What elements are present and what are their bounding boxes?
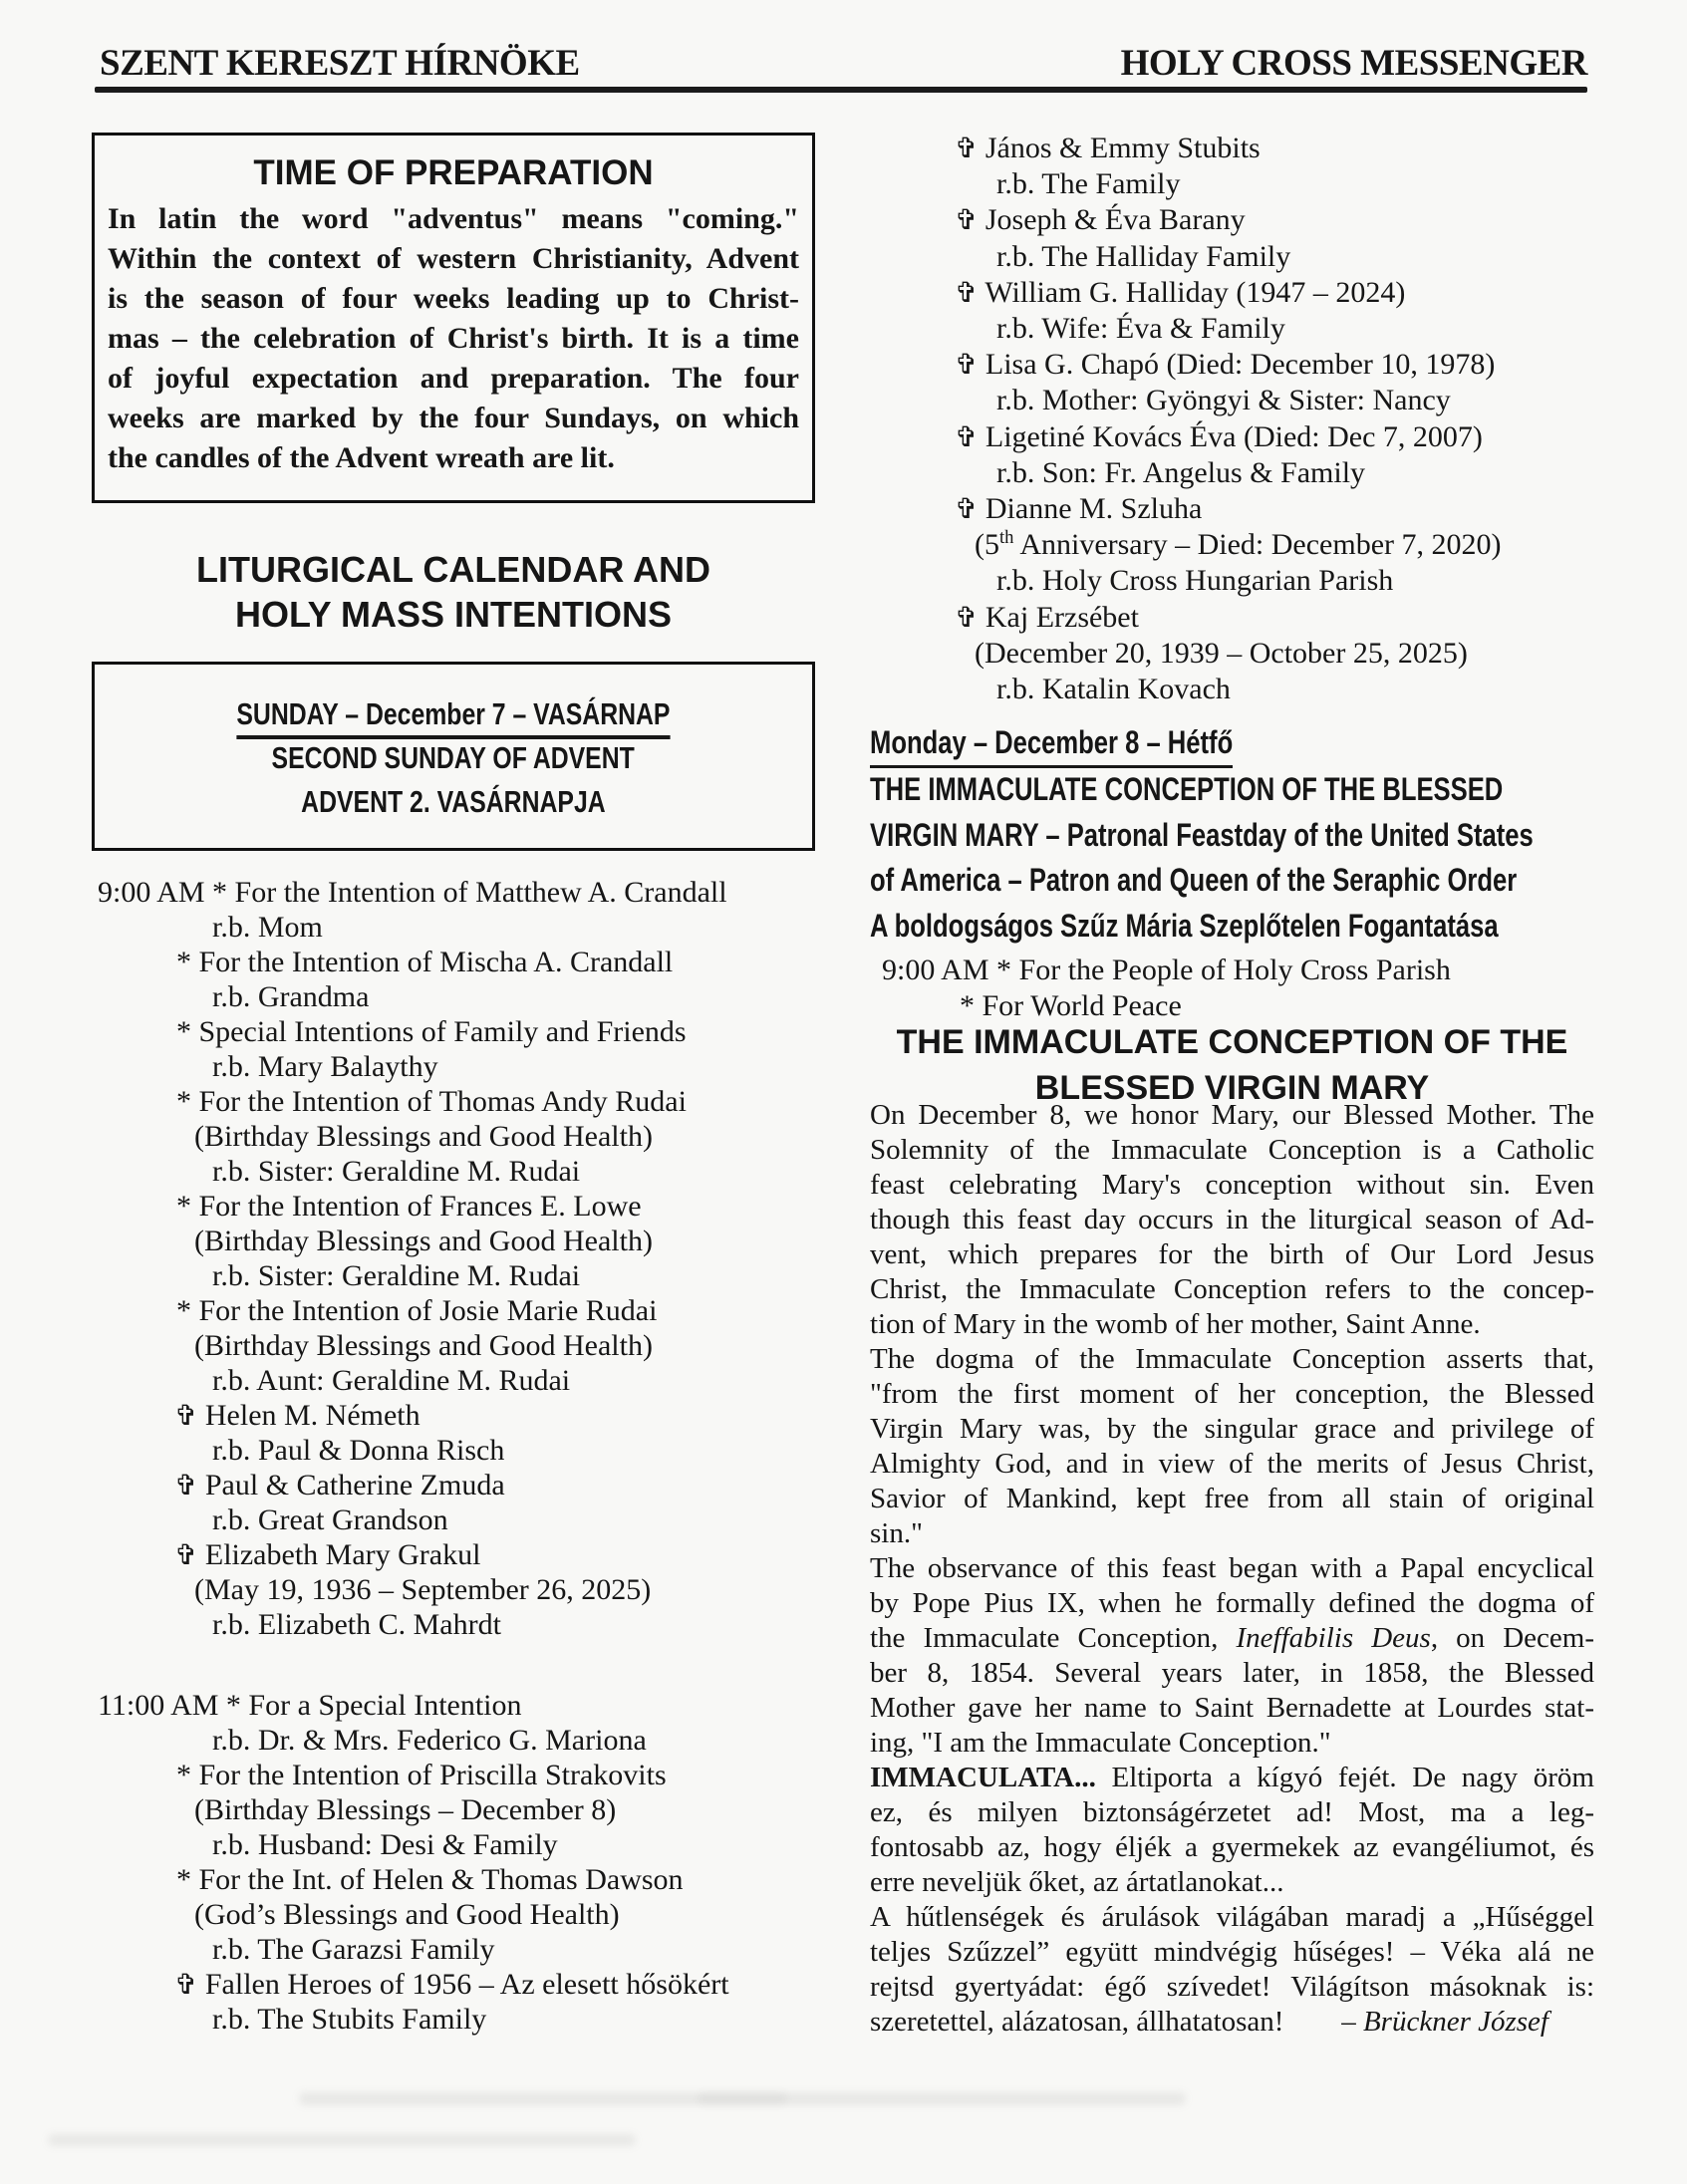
memorial-line: ✞ William G. Halliday (1947 – 2024)	[955, 275, 1406, 309]
memorial-cross-icon: ✞	[955, 348, 979, 382]
mass-intentions-9am	[92, 875, 824, 1642]
article-line: rejtsd gyertyádat: égő szívedet! Világítson másoknak is:	[870, 1971, 1594, 2003]
memorial-cross-icon: ✞	[174, 1469, 198, 1502]
prep-line: the candles of the Advent wreath are lit.	[108, 441, 615, 474]
article-line: A hűtlenségek és árulások világában maradj a „Hűséggel	[870, 1901, 1594, 1933]
article-line: Solemnity of the Immaculate Conception is a Catholic	[870, 1134, 1594, 1166]
intention-line: r.b. Mary Balaythy	[212, 1050, 438, 1083]
article-signature-line	[870, 2005, 1594, 2040]
memorial-cross-icon: ✞	[174, 1399, 198, 1432]
intention-line: * For the Intention of Frances E. Lowe	[176, 1190, 642, 1223]
intention-line: r.b. Great Grandson	[212, 1503, 448, 1536]
article-author: – Brückner József	[1341, 2006, 1548, 2038]
prep-line: Within the context of western Christianity, Advent	[108, 242, 799, 275]
prep-line: mas – the celebration of Christ's birth. It is a time	[108, 322, 799, 355]
prep-line: In latin the word "adventus" means "coming."	[108, 202, 799, 235]
memorial-line: (5th Anniversary – Died: December 7, 2020)	[975, 527, 1502, 562]
memorial-line: ✞ Ligetiné Kovács Éva (Died: Dec 7, 2007)	[955, 419, 1483, 453]
intention-line: (May 19, 1936 – September 26, 2025)	[194, 1573, 652, 1606]
intention-line: r.b. Sister: Geraldine M. Rudai	[212, 1259, 581, 1292]
article-line: though this feast day occurs in the liturgical season of Ad-	[870, 1204, 1594, 1235]
memorial-line: r.b. Mother: Gyöngyi & Sister: Nancy	[996, 384, 1451, 417]
intention-line: 9:00 AM * For the Intention of Matthew A. Crandall	[98, 876, 727, 909]
memorial-line: r.b. The Family	[996, 167, 1181, 201]
article-line: The observance of this feast began with a Papal encyclical	[870, 1552, 1594, 1584]
article-line: IMMACULATA... Eltiporta a kígyó fejét. De nagy öröm	[870, 1762, 1594, 1793]
intention-line: ✞ Fallen Heroes of 1956 – Az elesett hősökért	[174, 1968, 729, 2001]
liturgical-calendar-heading	[92, 547, 815, 637]
intention-line: (Birthday Blessings and Good Health)	[194, 1120, 653, 1153]
intention-line: * For World Peace	[960, 989, 1182, 1022]
intention-line: r.b. Dr. & Mrs. Federico G. Mariona	[212, 1724, 647, 1757]
intention-line: * Special Intentions of Family and Friends	[176, 1015, 687, 1048]
article-line: ez, és milyen biztonságérzetet ad! Most, ma a leg-	[870, 1796, 1594, 1828]
intention-line: (Birthday Blessings and Good Health)	[194, 1225, 653, 1257]
memorial-cross-icon: ✞	[174, 1538, 198, 1571]
memorial-list	[870, 131, 1607, 707]
sunday-mass-box	[92, 662, 815, 851]
memorial-line: r.b. Son: Fr. Angelus & Family	[996, 455, 1366, 489]
article-line: vent, which prepares for the birth of Our Lord Jesus	[870, 1238, 1594, 1270]
scan-bleed-smudge	[48, 2134, 636, 2146]
masthead-left-title: SZENT KERESZT HÍRNÖKE	[100, 43, 580, 84]
intention-line: r.b. Sister: Geraldine M. Rudai	[212, 1155, 581, 1188]
intention-line: (Birthday Blessings and Good Health)	[194, 1329, 653, 1362]
intention-line: r.b. Paul & Donna Risch	[212, 1434, 505, 1467]
article-line: The dogma of the Immaculate Conception asserts that,	[870, 1343, 1594, 1375]
intention-line: r.b. Grandma	[212, 980, 370, 1013]
memorial-cross-icon: ✞	[955, 203, 979, 237]
intention-line: r.b. The Garazsi Family	[212, 1933, 495, 1966]
intention-line: r.b. Husband: Desi & Family	[212, 1828, 558, 1861]
article-line: feast celebrating Mary's conception without sin. Even	[870, 1169, 1594, 1201]
memorial-cross-icon: ✞	[955, 275, 979, 309]
memorial-line: ✞ Dianne M. Szluha	[955, 492, 1203, 526]
article-line: Almighty God, and in view of the merits of Jesus Christ,	[870, 1448, 1594, 1480]
feast-title-line: A boldogságos Szűz Mária Szeplőtelen Fogantatása	[870, 907, 1499, 944]
intention-line: r.b. Mom	[212, 911, 323, 944]
memorial-cross-icon: ✞	[955, 600, 979, 634]
memorial-line: r.b. Katalin Kovach	[996, 673, 1231, 706]
memorial-cross-icon: ✞	[955, 492, 979, 526]
article-line: erre neveljük őket, az ártatlanokat...	[870, 1866, 1284, 1898]
article-line: Christ, the Immaculate Conception refers to the concep-	[870, 1273, 1594, 1305]
memorial-cross-icon: ✞	[174, 1968, 198, 2001]
memorial-line: ✞ Lisa G. Chapó (Died: December 10, 1978)	[955, 348, 1496, 382]
liturgical-heading-line2: HOLY MASS INTENTIONS	[234, 594, 673, 635]
time-of-preparation-box	[92, 133, 815, 503]
memorial-line: (December 20, 1939 – October 25, 2025)	[975, 636, 1468, 670]
monday-date-heading: Monday – December 8 – Hétfő	[870, 721, 1233, 768]
prep-line: is the season of four weeks leading up to Christ-	[108, 282, 799, 315]
liturgical-heading-line1: LITURGICAL CALENDAR AND	[196, 549, 710, 590]
intention-line: ✞ Paul & Catherine Zmuda	[174, 1469, 505, 1502]
intention-line: * For the Intention of Mischa A. Crandall	[176, 946, 674, 978]
memorial-line: r.b. Holy Cross Hungarian Parish	[996, 564, 1394, 598]
article-line: tion of Mary in the womb of her mother, Saint Anne.	[870, 1308, 1481, 1340]
feast-title-line: THE IMMACULATE CONCEPTION OF THE BLESSED	[870, 771, 1504, 807]
article-line: the Immaculate Conception, Ineffabilis Deus, on Decem-	[870, 1622, 1595, 1654]
article-line: ber 8, 1854. Several years later, in 1858, the Blessed	[870, 1657, 1594, 1689]
intention-line: 9:00 AM * For the People of Holy Cross Parish	[882, 954, 1451, 986]
article-heading-line2: BLESSED VIRGIN MARY	[1034, 1069, 1430, 1107]
intention-line: (God’s Blessings and Good Health)	[194, 1898, 620, 1931]
article-line: "from the first moment of her conception, the Blessed	[870, 1378, 1594, 1410]
intention-line: * For the Intention of Thomas Andy Rudai	[176, 1085, 687, 1118]
intention-line: 11:00 AM * For a Special Intention	[98, 1689, 522, 1722]
memorial-cross-icon: ✞	[955, 132, 979, 164]
intention-line: * For the Intention of Priscilla Strakovits	[176, 1759, 667, 1791]
intention-line: * For the Intention of Josie Marie Rudai	[176, 1294, 658, 1327]
article-line: Virgin Mary was, by the singular grace and privilege of	[870, 1413, 1594, 1445]
prep-line: weeks are marked by the four Sundays, on which	[108, 402, 799, 434]
article-line: szeretettel, alázatosan, állhatatosan!	[870, 2006, 1284, 2038]
sunday-subtitle-hu: ADVENT 2. VASÁRNAPJA	[301, 784, 606, 819]
monday-mass-list	[870, 953, 1607, 1024]
article-line: ing, "I am the Immaculate Conception."	[870, 1727, 1331, 1759]
article-line: Mother gave her name to Saint Bernadette at Lourdes stat-	[870, 1692, 1594, 1724]
memorial-line: ✞ Joseph & Éva Barany	[955, 203, 1246, 237]
sunday-date-heading: SUNDAY – December 7 – VASÁRNAP	[236, 695, 670, 739]
article-line: Savior of Mankind, kept free from all stain of original	[870, 1483, 1594, 1514]
memorial-line: r.b. Wife: Éva & Family	[996, 312, 1285, 346]
scan-bleed-smudge	[698, 2092, 787, 2104]
feast-title-line: of America – Patron and Queen of the Seraphic Order	[870, 862, 1518, 898]
intention-line: r.b. Elizabeth C. Mahrdt	[212, 1608, 501, 1641]
masthead-rule	[95, 87, 1587, 93]
mass-intentions-11am	[92, 1688, 824, 2037]
sunday-subtitle-en: SECOND SUNDAY OF ADVENT	[271, 740, 636, 775]
prep-box-title: TIME OF PREPARATION	[253, 153, 654, 192]
memorial-line: ✞ Kaj Erzsébet	[955, 600, 1139, 634]
intention-line: ✞ Elizabeth Mary Grakul	[174, 1538, 481, 1571]
prep-box-body	[108, 199, 799, 478]
article-line: sin."	[870, 1517, 923, 1549]
masthead-right-title: HOLY CROSS MESSENGER	[1120, 43, 1587, 84]
memorial-cross-icon: ✞	[955, 419, 979, 453]
article-line: fontosabb az, hogy éljék a gyermekek az evangéliumot, és	[870, 1831, 1594, 1863]
article-line: teljes Szűzzel” együtt mindvégig hűséges! – Véka alá ne	[870, 1936, 1594, 1968]
intention-line: ✞ Helen M. Németh	[174, 1399, 421, 1432]
intention-line: r.b. The Stubits Family	[212, 2003, 487, 2036]
article-line: On December 8, we honor Mary, our Blessed Mother. The	[870, 1099, 1594, 1131]
article-body	[870, 1098, 1594, 2040]
feast-title-line: VIRGIN MARY – Patronal Feastday of the United States	[870, 816, 1534, 853]
monday-section	[870, 721, 1607, 1024]
memorial-line: r.b. The Halliday Family	[996, 239, 1291, 273]
monday-feast-title	[870, 770, 1607, 952]
intention-line: (Birthday Blessings – December 8)	[194, 1793, 617, 1826]
memorial-line: ✞ János & Emmy Stubits	[955, 132, 1261, 164]
prep-line: of joyful expectation and preparation. The four	[108, 362, 799, 395]
intention-line: r.b. Aunt: Geraldine M. Rudai	[212, 1364, 571, 1397]
article-line: by Pope Pius IX, when he formally defined the dogma of	[870, 1587, 1594, 1619]
intention-line: * For the Int. of Helen & Thomas Dawson	[176, 1863, 684, 1896]
article-heading-line1: THE IMMACULATE CONCEPTION OF THE	[896, 1023, 1568, 1061]
